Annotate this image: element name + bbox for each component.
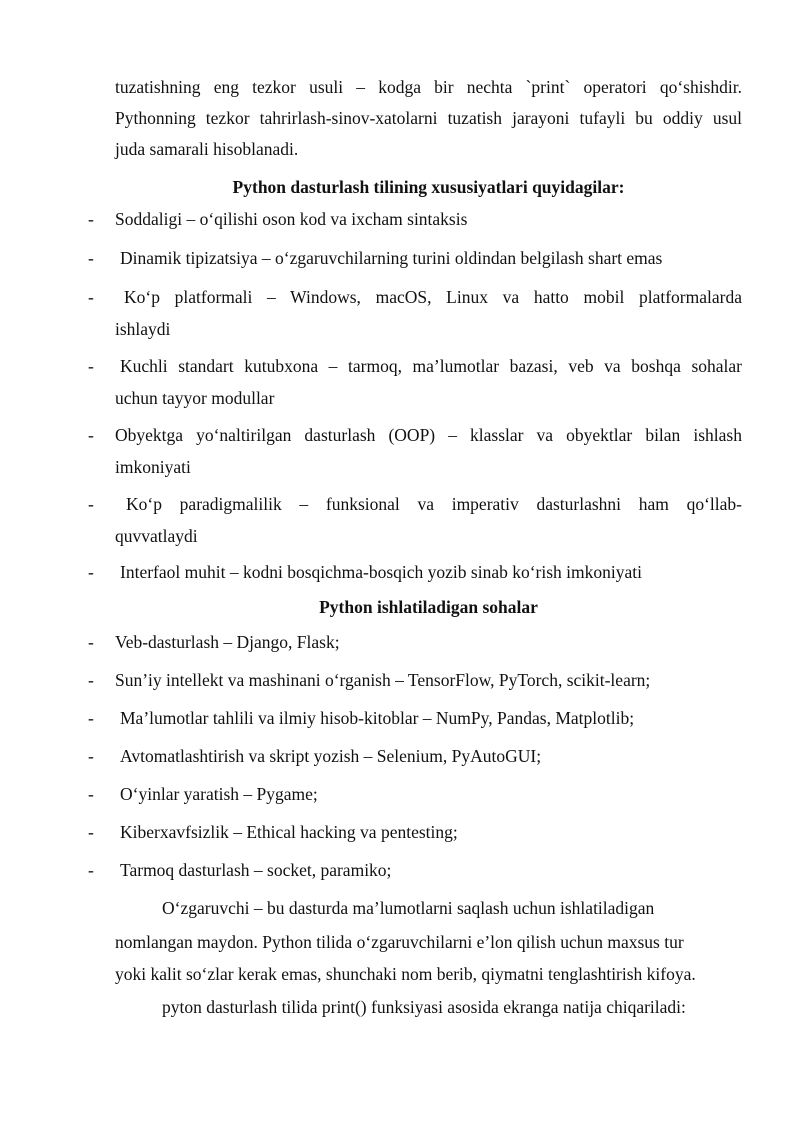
list-dash: -	[88, 670, 94, 690]
list-item	[0, 703, 800, 734]
list-item	[0, 557, 800, 588]
intro-line-3: juda samarali hisoblanadi.	[115, 139, 299, 159]
intro-line-1: tuzatishning eng tezkor usuli – kodga bir nechta `print` operatori qo‘shishdir.	[115, 77, 742, 97]
features-heading: Python dasturlash tilining xususiyatlari quyidagilar:	[232, 177, 625, 197]
list-item-continuation: uchun tayyor modullar	[115, 388, 275, 408]
list-item-text: Kiberxavfsizlik – Ethical hacking va pentesting;	[120, 822, 458, 842]
list-item-text: Dinamik tipizatsiya – o‘zgaruvchilarning turini oldindan belgilash shart emas	[120, 248, 663, 268]
list-item	[0, 855, 800, 886]
list-item	[0, 817, 800, 848]
variables-line-2: nomlangan maydon. Python tilida o‘zgaruvchilarni e’lon qilish uchun maxsus tur	[115, 932, 684, 952]
list-dash: -	[88, 822, 94, 842]
intro-line-2: Pythonning tezkor tahrirlash-sinov-xatolarni tuzatish jarayoni tufayli bu oddiy usul	[115, 108, 742, 128]
list-dash: -	[88, 494, 94, 514]
list-item-text: Veb-dasturlash – Django, Flask;	[115, 632, 340, 652]
list-dash: -	[88, 562, 94, 582]
print-note: pyton dasturlash tilida print() funksiyasi asosida ekranga natija chiqariladi:	[162, 997, 686, 1017]
list-dash: -	[88, 746, 94, 766]
list-item-text: O‘yinlar yaratish – Pygame;	[120, 784, 318, 804]
list-dash: -	[88, 632, 94, 652]
list-item-text: Tarmoq dasturlash – socket, paramiko;	[120, 860, 392, 880]
list-dash: -	[88, 356, 94, 376]
list-item-text: Interfaol muhit – kodni bosqichma-bosqich yozib sinab ko‘rish imkoniyati	[120, 562, 643, 582]
list-dash: -	[88, 784, 94, 804]
list-item-text: Soddaligi – o‘qilishi oson kod va ixcham sintaksis	[115, 209, 468, 229]
list-item	[0, 741, 800, 772]
list-item-text: Sun’iy intellekt va mashinani o‘rganish – TensorFlow, PyTorch, scikit-learn;	[115, 670, 651, 690]
list-item-text: Ko‘p platformali – Windows, macOS, Linux va hatto mobil platformalarda	[124, 287, 742, 307]
variables-line-3: yoki kalit so‘zlar kerak emas, shunchaki nom berib, qiymatni tenglashtirish kifoya.	[115, 964, 696, 984]
list-item	[0, 420, 800, 451]
list-item-continuation: quvvatlaydi	[115, 526, 198, 546]
list-item	[0, 351, 800, 382]
list-item	[0, 243, 800, 274]
list-item-text: Avtomatlashtirish va skript yozish – Selenium, PyAutoGUI;	[120, 746, 542, 766]
list-item	[0, 489, 800, 520]
list-dash: -	[88, 209, 94, 229]
list-dash: -	[88, 248, 94, 268]
list-item	[0, 665, 800, 696]
list-item	[0, 779, 800, 810]
list-item-continuation: ishlaydi	[115, 319, 171, 339]
list-item-text: Kuchli standart kutubxona – tarmoq, ma’lumotlar bazasi, veb va boshqa sohalar	[120, 356, 742, 376]
list-item	[0, 282, 800, 313]
list-item-continuation: imkoniyati	[115, 457, 191, 477]
list-dash: -	[88, 287, 94, 307]
list-dash: -	[88, 860, 94, 880]
list-item	[0, 204, 800, 235]
list-item-text: Ma’lumotlar tahlili va ilmiy hisob-kitoblar – NumPy, Pandas, Matplotlib;	[120, 708, 635, 728]
areas-heading: Python ishlatiladigan sohalar	[319, 597, 538, 617]
variables-line-1: O‘zgaruvchi – bu dasturda ma’lumotlarni saqlash uchun ishlatiladigan	[162, 898, 655, 918]
list-dash: -	[88, 708, 94, 728]
list-item	[0, 627, 800, 658]
list-item-text: Ko‘p paradigmalilik – funksional va imperativ dasturlashni ham qo‘llab-	[126, 494, 742, 514]
list-item-text: Obyektga yo‘naltirilgan dasturlash (OOP) – klasslar va obyektlar bilan ishlash	[115, 425, 742, 445]
list-dash: -	[88, 425, 94, 445]
